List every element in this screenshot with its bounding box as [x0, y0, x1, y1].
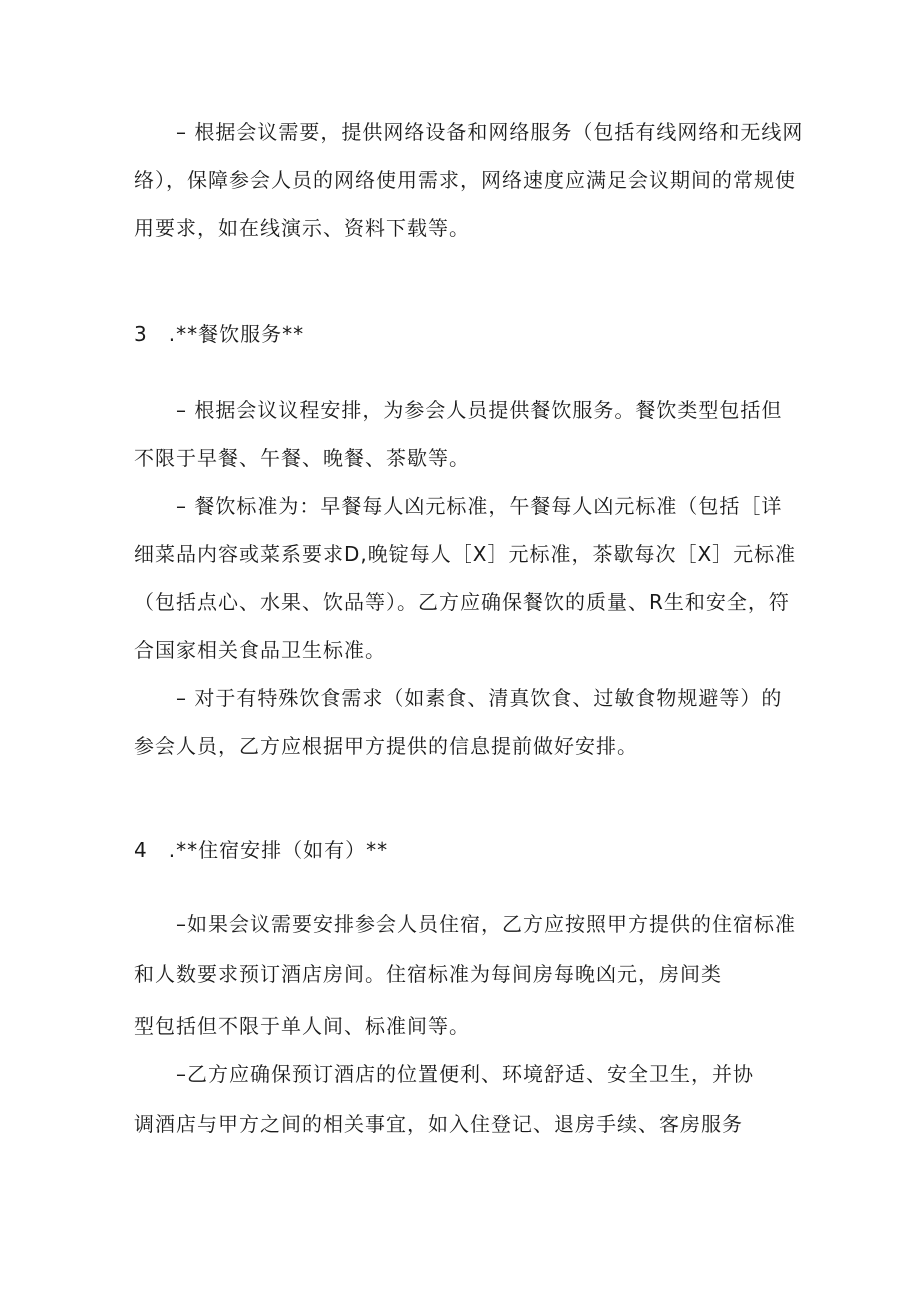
lodging-line-5: 调酒店与甲方之间的相关事宜，如入住登记、退房手续、客房服务 [134, 1112, 743, 1136]
catering-line-2: 不限于早餐、午餐、晚餐、茶歇等。 [134, 446, 470, 470]
catering-line-8: 参会人员，乙方应根据甲方提供的信息提前做好安排。 [134, 734, 638, 758]
lodging-line-4: –乙方应确保预订酒店的位置便利、环境舒适、安全卫生，并协 [176, 1062, 754, 1086]
network-line-2: 络），保障参会人员的网络使用需求，网络速度应满足会议期间的常规使 [134, 168, 796, 192]
catering-line-5: （包括点心、水果、饮品等）。乙方应确保餐饮的质量、R生和安全，符 [134, 590, 790, 614]
catering-line-7: – 对于有特殊饮食需求（如素食、清真饮食、过敏食物规避等）的 [176, 686, 783, 710]
lodging-line-1: –如果会议需要安排参会人员住宿，乙方应按照甲方提供的住宿标准 [176, 912, 796, 936]
catering-line-4: 细菜品内容或菜系要求D,晚锭每人［X］元标准，茶歇每次［X］元标准 [134, 542, 797, 566]
lodging-line-3: 型包括但不限于单人间、标准间等。 [134, 1014, 470, 1038]
network-line-1: – 根据会议需要，提供网络设备和网络服务（包括有线网络和无线网 [176, 120, 804, 144]
lodging-line-2: 和人数要求预订酒店房间。住宿标准为每间房每晚凶元，房间类 [134, 962, 722, 986]
catering-line-1: – 根据会议议程安排，为参会人员提供餐饮服务。餐饮类型包括但 [176, 398, 783, 422]
network-line-3: 用要求，如在线演示、资料下载等。 [134, 216, 470, 240]
lodging-heading: 4 .**住宿安排（如有）** [134, 838, 389, 862]
catering-line-3: – 餐饮标准为：早餐每人凶元标准，午餐每人凶元标准（包括［详 [176, 494, 783, 518]
catering-line-6: 合国家相关食品卫生标准。 [134, 638, 386, 662]
catering-heading: 3 .**餐饮服务** [134, 322, 305, 346]
